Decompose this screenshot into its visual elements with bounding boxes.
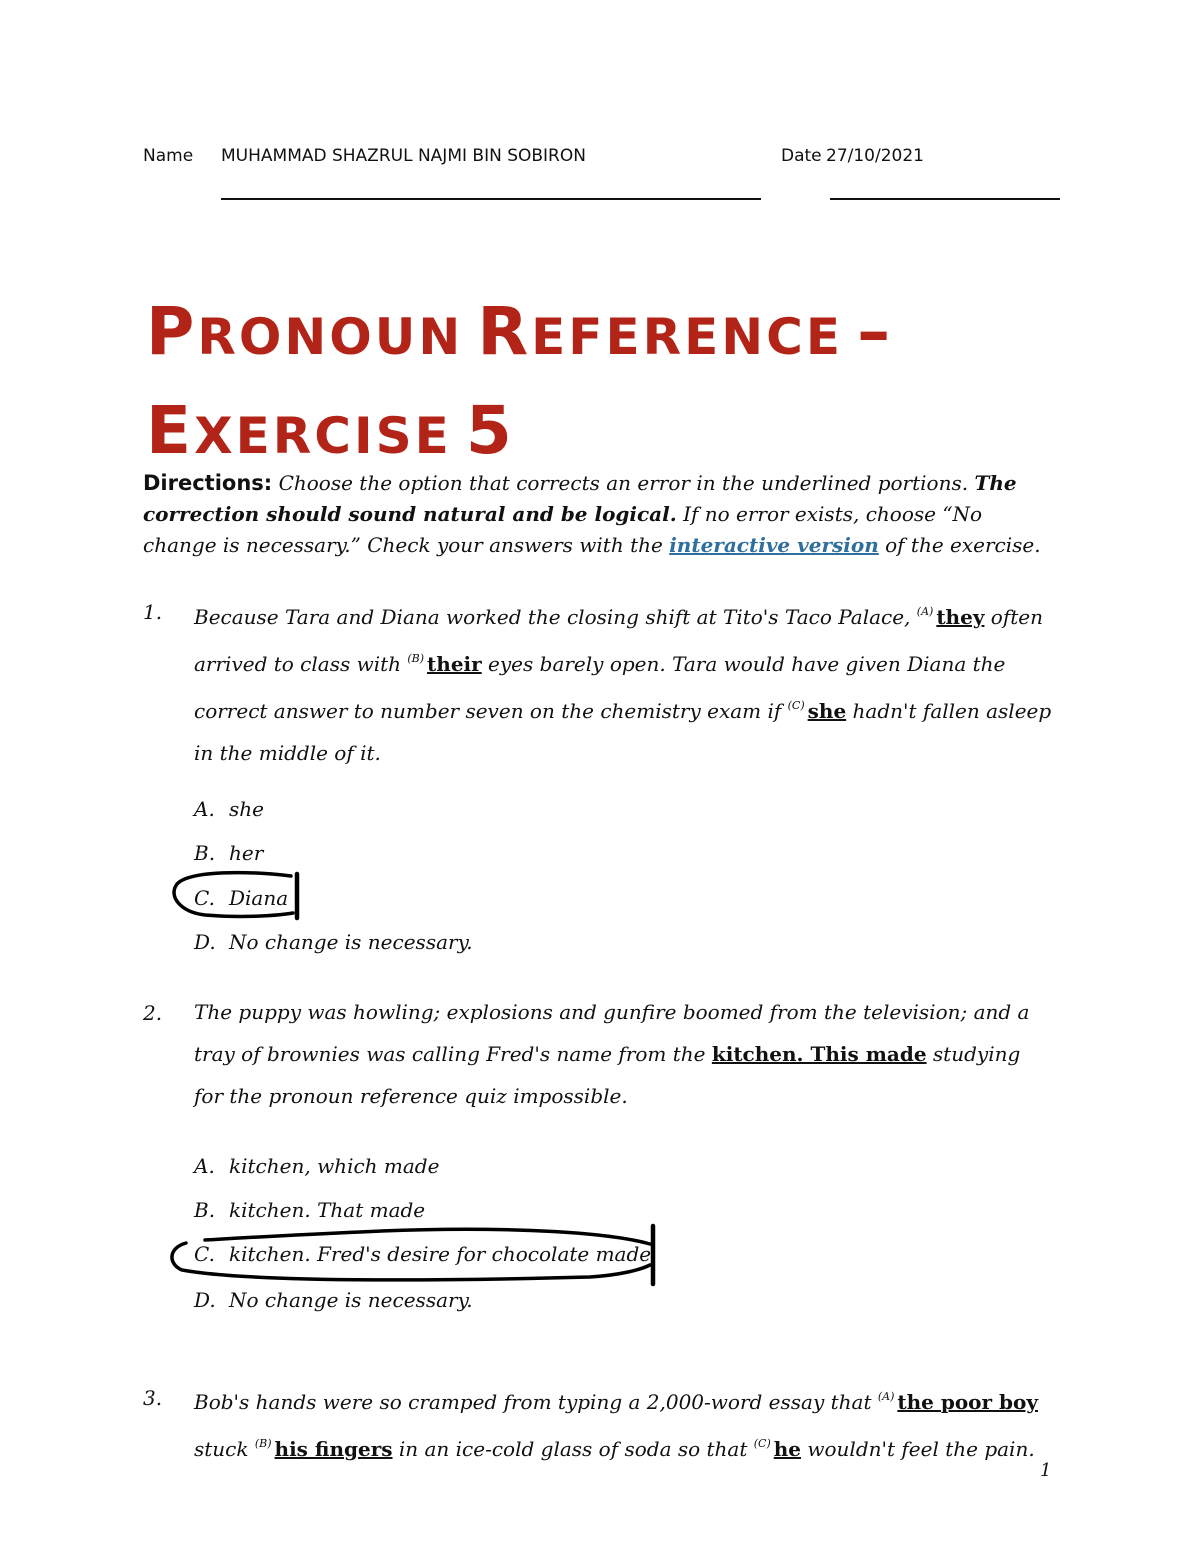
q1-underline-c: she (807, 699, 847, 723)
q1-underline-b: their (427, 652, 482, 676)
directions-bold: The correction should sound natural and be logical. (143, 471, 1017, 526)
q3-text: Bob's hands were so cramped from typing a 2,000-word essay that $^{(A)}$ the poor boy stuck $^{(B)}$ his fingers in an ice-cold glass of soda so that $^{(C)}$ he wouldn't feel the pain. (194, 1390, 1038, 1461)
q3-number: 3. (143, 1386, 163, 1410)
name-label: Name (143, 146, 194, 166)
q3-underline-c: he (773, 1437, 802, 1461)
page-title: PRONOUN REFERENCE – EXERCISE 5 (146, 293, 894, 469)
interactive-version-link[interactable]: interactive version (669, 533, 879, 557)
q1-text: Because Tara and Diana worked the closing shift at Tito's Taco Palace, $^{(A)}$ they often arrived to class with $^{(B)}$ their eyes barely open. Tara would have given Diana the correct answer to number seven on the chemistry exam if $^{(C)}$ she hadn't fallen asleep in the middle of it. (194, 605, 1052, 765)
directions-text-3: of the exercise. (885, 533, 1041, 557)
q3-marker-b: (B) (254, 1437, 272, 1450)
q2-text: The puppy was howling; explosions and gunfire boomed from the television; and a tray of brownies was calling Fred's name from the kitchen. This made studying for the pronoun reference quiz impossible. (194, 1000, 1030, 1108)
date-value: 27/10/2021 (826, 146, 924, 166)
directions-label: Directions: (143, 471, 273, 495)
q3-underline-a: the poor boy (897, 1390, 1038, 1414)
q1-marker-a: (A) (916, 605, 934, 618)
q1-marker-c: (C) (787, 699, 805, 712)
q1-underline-a: they (936, 605, 985, 629)
page-number: 1 (1040, 1460, 1052, 1481)
q1-number: 1. (143, 600, 163, 624)
q2-underline: kitchen. This made (711, 1042, 927, 1066)
directions-text-2: If no error exists, choose “No change is necessary.” Check your answers with the (143, 502, 983, 557)
q2-answer-circle-mark (172, 1229, 650, 1280)
q2-number: 2. (143, 1001, 163, 1025)
q3-underline-b: his fingers (274, 1437, 393, 1461)
q1-answer-circle-mark (174, 873, 293, 917)
q3-marker-a: (A) (877, 1390, 895, 1403)
date-label: Date (781, 146, 822, 166)
q1-marker-b: (B) (407, 652, 425, 665)
directions-text-1: Choose the option that corrects an error in the underlined portions. (278, 471, 969, 495)
q3-marker-c: (C) (753, 1437, 771, 1450)
name-value: MUHAMMAD SHAZRUL NAJMI BIN SOBIRON (221, 146, 586, 166)
